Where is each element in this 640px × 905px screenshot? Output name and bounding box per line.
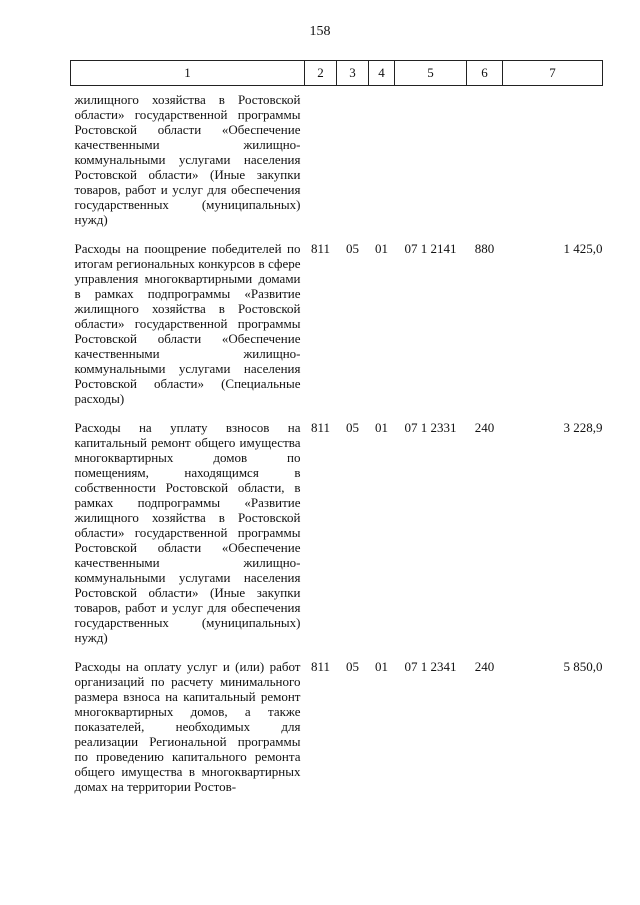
cell-subsection: 01 <box>375 420 388 435</box>
cell-amount: 1 425,0 <box>563 241 603 256</box>
cell-expense-type: 880 <box>474 241 495 256</box>
cell-ministry: 811 <box>310 241 331 256</box>
column-header: 6 <box>467 61 503 86</box>
cell-ministry <box>305 86 337 242</box>
cell-target-code <box>395 86 467 242</box>
table-row <box>71 420 603 659</box>
row-description: Расходы на оплату услуг и (или) работ организаций по расчету минимального размера взноса на капитальный ремонт многоквартирных домов, а также показателей, необходимых для реализации Региональной программы по проведению капитального ремонта общего имущества в многоквартирных домах на территории Ростов- <box>74 659 301 794</box>
cell-amount: 3 228,9 <box>563 420 603 435</box>
cell-expense-type <box>467 86 503 242</box>
cell-section: 05 <box>346 659 359 674</box>
cell-target-code: 07 1 2141 <box>404 241 457 256</box>
page-number: 158 <box>309 24 331 39</box>
cell-amount <box>503 86 603 242</box>
budget-table <box>70 60 603 794</box>
column-header: 4 <box>369 61 395 86</box>
cell-expense-type: 240 <box>474 659 495 674</box>
table-header <box>71 61 603 86</box>
column-header: 2 <box>305 61 337 86</box>
cell-subsection: 01 <box>375 659 388 674</box>
column-header: 1 <box>71 61 305 86</box>
row-description: жилищного хозяйства в Ростовской области» государственной программы Ростовской области «Обеспечение качественными жилищно-коммунальными услугами населения Ростовской области» (Иные закупки товаров, работ и услуг для обеспечения государственных (муниципальных) нужд) <box>74 92 301 227</box>
cell-section <box>337 86 369 242</box>
table-row <box>71 86 603 242</box>
table-row <box>71 241 603 420</box>
table-row <box>71 659 603 794</box>
cell-expense-type: 240 <box>474 420 495 435</box>
column-header: 3 <box>337 61 369 86</box>
cell-subsection: 01 <box>375 241 388 256</box>
column-header: 5 <box>395 61 467 86</box>
column-header: 7 <box>503 61 603 86</box>
cell-target-code: 07 1 2331 <box>404 420 457 435</box>
cell-target-code: 07 1 2341 <box>404 659 457 674</box>
cell-section: 05 <box>346 241 359 256</box>
cell-ministry: 811 <box>310 659 331 674</box>
row-description: Расходы на уплату взносов на капитальный ремонт общего имущества многоквартирных домов по помещениям, находящимся в собственности Ростовской области, в рамках подпрограммы «Развитие жилищного хозяйства в Ростовской области» государственной программы Ростовской области «Обеспечение качественными жилищно-коммунальными услугами населения Ростовской области» (Иные закупки товаров, работ и услуг для обеспечения государственных (муниципальных) нужд) <box>74 420 301 645</box>
cell-ministry: 811 <box>310 420 331 435</box>
cell-subsection <box>369 86 395 242</box>
row-description: Расходы на поощрение победителей по итогам региональных конкурсов в сфере управления многоквартирными домами в рамках подпрограммы «Развитие жилищного хозяйства в Ростовской области» государственной программы Ростовской области «Обеспечение качественными жилищно-коммунальными услугами населения Ростовской области» (Специальные расходы) <box>74 241 301 406</box>
cell-section: 05 <box>346 420 359 435</box>
cell-amount: 5 850,0 <box>563 659 603 674</box>
